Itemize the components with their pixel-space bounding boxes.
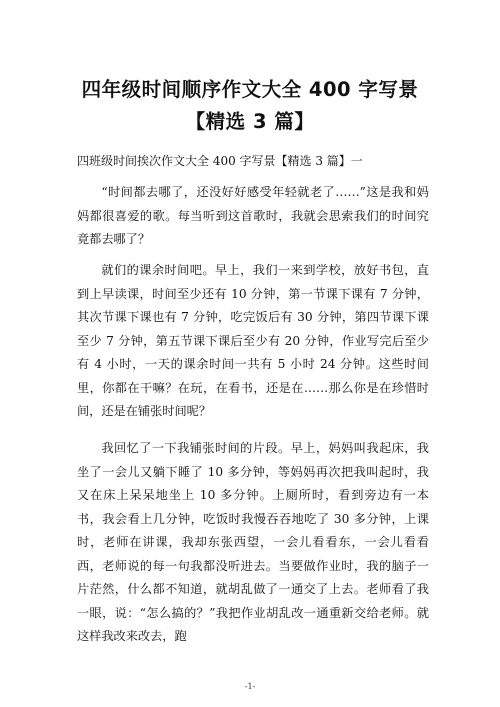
paragraph-2: 就们的课余时间吧。早上，我们一来到学校，放好书包，直到上早读课，时间至少还有 10 分钟，第一节课下课有 7 分钟，其次节课下课也有 7 分钟，吃完饭后有 30 分钟，第四节课下课至少 7 分钟，第五节课下课后至少有 20 分钟，作业写完后至少有 4 小时，一天的课余时间一共有 5 小时 24 分钟。这些时间里，你都在干嘛？在玩，在看书，还是在……那么你是在珍惜时间，还是在铺张时间呢？ [77, 263, 429, 418]
page-number: -1- [244, 682, 256, 691]
paragraph-1: “时间都去哪了，还没好好感受年轻就老了……”这是我和妈妈都很喜爱的歌。每当听到这首歌时，我就会思索我们的时间究竟都去哪了？ [77, 185, 429, 246]
document-subtitle: 四班级时间挨次作文大全 400 字写景【精选 3 篇】一 [77, 154, 363, 168]
document-title: 四年级时间顺序作文大全 400 字写景【精选 3 篇】 [81, 78, 419, 133]
paragraph-3: 我回忆了一下我铺张时间的片段。早上，妈妈叫我起床，我坐了一会儿又躺下睡了 10 多分钟，等妈妈再次把我叫起时，我又在床上呆呆地坐上 10 多分钟。上厕所时，看到旁边有一本书，我会看上几分钟，吃饭时我慢吞吞地吃了 30 多分钟，上课时，老师在讲课，我却东张西望，一会儿看看东，一会儿看看西，老师说的每一句我都没听进去。当要做作业时，我的脑子一片茫然，什么都不知道，就胡乱做了一通交了上去。老师看了我一眼，说：“怎么搞的？”我把作业胡乱改一通重新交给老师。就这样我改来改去，跑 [77, 441, 429, 643]
